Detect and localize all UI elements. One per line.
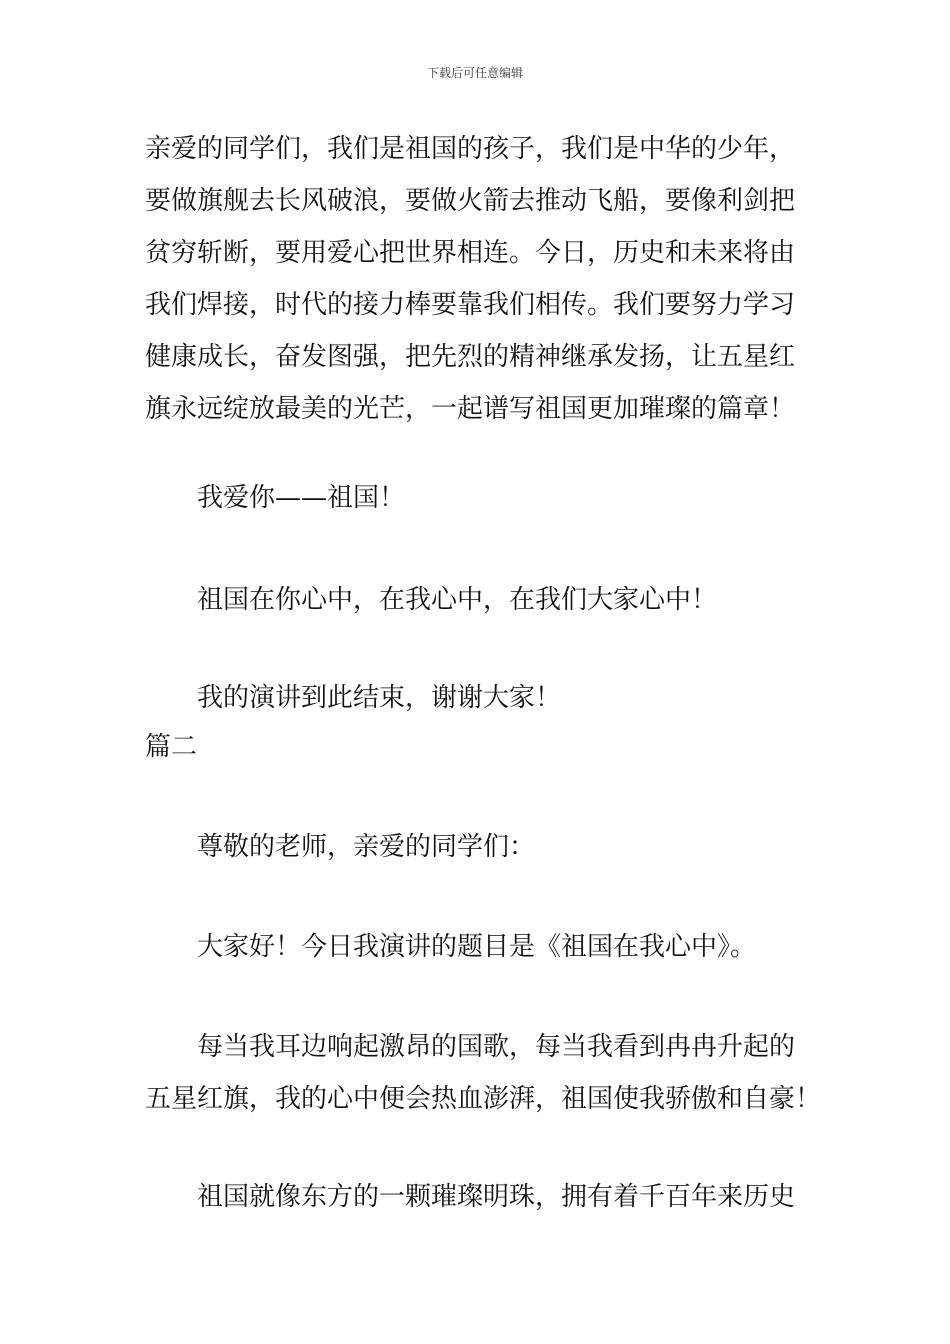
text-line: 大家好！今日我演讲的题目是《祖国在我心中》。 xyxy=(197,932,757,962)
paragraph-national-anthem xyxy=(145,1021,822,1125)
text-line: 我爱你——祖国！ xyxy=(197,483,406,513)
text-line: 祖国在你心中，在我心中，在我们大家心中！ xyxy=(197,585,718,615)
paragraph-speech-title xyxy=(145,921,859,973)
text-line: 我们焊接，时代的接力棒要靠我们相传。我们要努力学习 xyxy=(145,290,796,320)
paragraph-closing-appeal xyxy=(145,123,807,435)
page-header: 下载后可任意编辑 xyxy=(426,66,523,80)
paragraph-in-our-hearts xyxy=(145,574,859,626)
text-line: 每当我耳边响起激昂的国歌，每当我看到冉冉升起的 xyxy=(197,1032,796,1062)
text-line: 亲爱的同学们，我们是祖国的孩子，我们是中华的少年， xyxy=(145,134,796,164)
text-line: 要做旗舰去长风破浪，要做火箭去推动飞船，要像利剑把 xyxy=(145,186,796,216)
text-line: 贫穷斩断，要用爱心把世界相连。今日，历史和未来将由 xyxy=(145,238,796,268)
text-line: 尊敬的老师，亲爱的同学们： xyxy=(197,832,536,862)
text-line: 祖国就像东方的一颗璀璨明珠，拥有着千百年来历史 xyxy=(197,1182,796,1212)
section-heading-part-two xyxy=(145,721,807,773)
text-line: 我的演讲到此结束，谢谢大家！ xyxy=(197,683,562,713)
paragraph-eastern-pearl xyxy=(145,1171,859,1223)
text-line: 篇二 xyxy=(145,732,198,762)
text-line: 五星红旗，我的心中便会热血澎湃，祖国使我骄傲和自豪！ xyxy=(145,1084,822,1114)
text-line: 健康成长，奋发图强，把先烈的精神继承发扬，让五星红 xyxy=(145,342,796,372)
text-line: 旗永远绽放最美的光芒，一起谱写祖国更加璀璨的篇章！ xyxy=(145,394,796,424)
paragraph-salutation xyxy=(145,821,859,873)
paragraph-i-love-you xyxy=(145,472,859,524)
paragraph-speech-end xyxy=(145,672,859,724)
